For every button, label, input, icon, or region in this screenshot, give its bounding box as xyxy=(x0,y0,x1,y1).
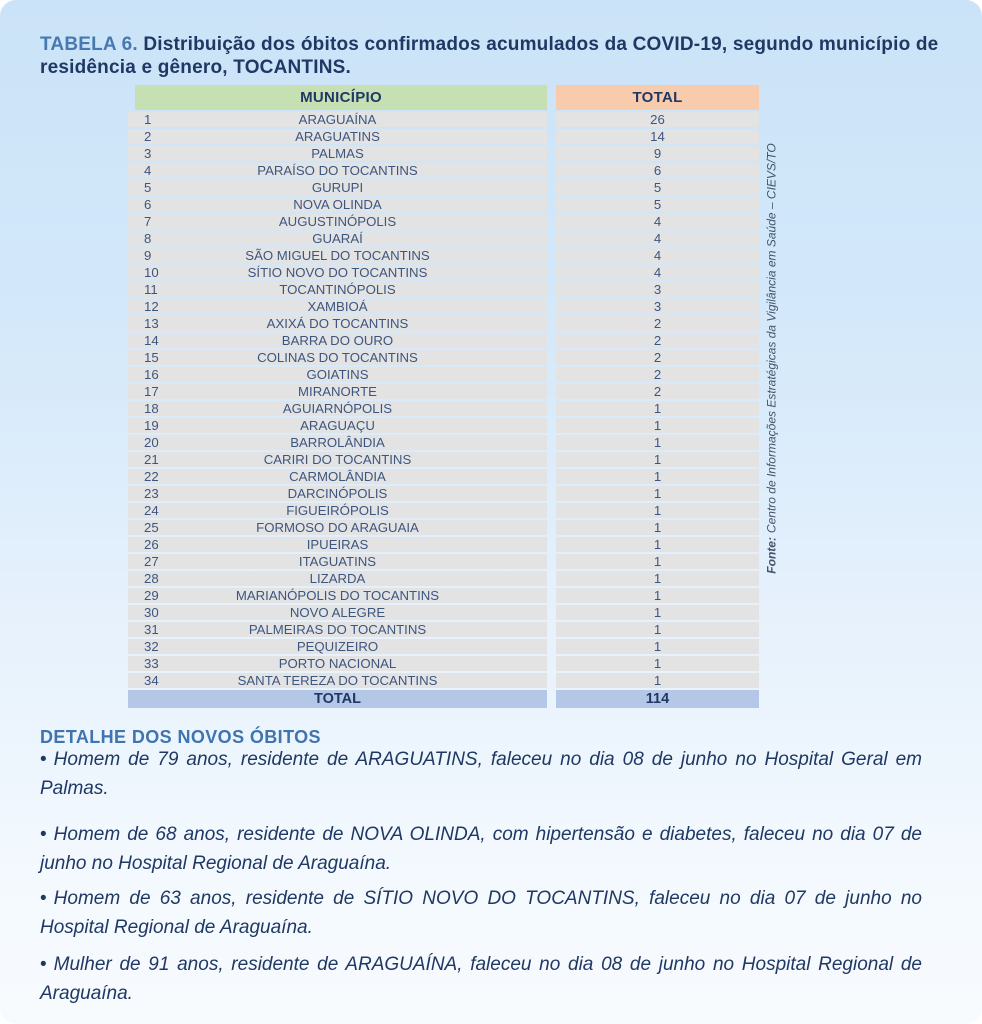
column-gap xyxy=(547,469,556,484)
column-gap xyxy=(547,486,556,501)
table-row xyxy=(128,350,759,365)
column-gap xyxy=(547,316,556,331)
row-rank: 27 xyxy=(144,554,159,569)
footer-total-value: 114 xyxy=(556,690,759,708)
table-row xyxy=(128,129,759,144)
column-gap xyxy=(547,571,556,586)
row-municipality: AGUIARNÓPOLIS xyxy=(282,401,393,416)
row-rank: 33 xyxy=(144,656,159,671)
column-gap xyxy=(547,282,556,297)
table-row xyxy=(128,418,759,433)
row-total: 2 xyxy=(556,316,759,331)
detail-text: Mulher de 91 anos, residente de ARAGUAÍNA, faleceu no dia 08 de junho no Hospital Regional de Araguaína. xyxy=(40,954,922,1004)
table-row xyxy=(128,571,759,586)
column-gap xyxy=(547,248,556,263)
row-municipality: XAMBIOÁ xyxy=(307,299,368,314)
column-gap xyxy=(547,180,556,195)
table-row xyxy=(128,248,759,263)
column-gap xyxy=(547,85,556,110)
detail-item xyxy=(40,884,922,942)
row-total: 1 xyxy=(556,571,759,586)
municipality-cell xyxy=(128,469,547,484)
column-gap xyxy=(547,673,556,688)
column-gap xyxy=(547,129,556,144)
municipality-cell xyxy=(128,452,547,467)
row-rank: 29 xyxy=(144,588,159,603)
row-municipality: LIZARDA xyxy=(309,571,366,586)
deaths-by-municipality-table xyxy=(128,85,759,708)
row-rank: 28 xyxy=(144,571,159,586)
municipality-cell xyxy=(128,418,547,433)
row-municipality: MIRANORTE xyxy=(298,384,377,399)
municipality-cell xyxy=(128,656,547,671)
row-municipality: GOIATINS xyxy=(306,367,369,382)
table-row xyxy=(128,656,759,671)
row-rank: 21 xyxy=(144,452,159,467)
row-total: 1 xyxy=(556,520,759,535)
row-municipality: ARAGUAÇU xyxy=(300,418,375,433)
detail-item xyxy=(40,820,922,878)
table-row xyxy=(128,197,759,212)
row-rank: 11 xyxy=(144,282,158,297)
row-total: 1 xyxy=(556,554,759,569)
column-header-municipality: MUNICÍPIO xyxy=(135,85,547,110)
municipality-cell xyxy=(128,197,547,212)
municipality-cell xyxy=(128,520,547,535)
row-total: 1 xyxy=(556,622,759,637)
table-number-label: TABELA 6. xyxy=(40,33,138,55)
row-rank: 25 xyxy=(144,520,159,535)
row-rank: 16 xyxy=(144,367,159,382)
column-gap xyxy=(547,163,556,178)
row-rank: 17 xyxy=(144,384,159,399)
column-gap xyxy=(547,588,556,603)
source-label: Fonte: xyxy=(764,537,779,574)
table-row xyxy=(128,639,759,654)
table-row xyxy=(128,503,759,518)
table-row xyxy=(128,452,759,467)
row-total: 6 xyxy=(556,163,759,178)
row-total: 1 xyxy=(556,639,759,654)
table-row xyxy=(128,384,759,399)
table-title-text: Distribuição dos óbitos confirmados acumulados da COVID-19, segundo município de residência e gênero, TOCANTINS. xyxy=(40,33,939,79)
row-municipality: CARMOLÂNDIA xyxy=(289,469,386,484)
row-municipality: GUARAÍ xyxy=(312,231,363,246)
row-total: 5 xyxy=(556,180,759,195)
municipality-cell xyxy=(128,384,547,399)
column-gap xyxy=(547,435,556,450)
table-row xyxy=(128,537,759,552)
bullet-icon: • xyxy=(40,888,47,909)
row-total: 1 xyxy=(556,656,759,671)
row-total: 2 xyxy=(556,367,759,382)
row-municipality: PEQUIZEIRO xyxy=(296,639,379,654)
municipality-cell xyxy=(128,435,547,450)
row-total: 1 xyxy=(556,435,759,450)
column-header-total: TOTAL xyxy=(556,85,759,110)
row-municipality: ARAGUATINS xyxy=(295,129,380,144)
row-total: 3 xyxy=(556,299,759,314)
table-row xyxy=(128,673,759,688)
row-rank: 2 xyxy=(144,129,152,144)
detail-item xyxy=(40,745,922,803)
row-rank: 5 xyxy=(144,180,152,195)
row-rank: 19 xyxy=(144,418,159,433)
municipality-cell xyxy=(128,571,547,586)
municipality-cell xyxy=(128,316,547,331)
row-municipality: AUGUSTINÓPOLIS xyxy=(278,214,397,229)
row-total: 1 xyxy=(556,503,759,518)
municipality-cell xyxy=(128,265,547,280)
row-rank: 7 xyxy=(144,214,152,229)
row-rank: 8 xyxy=(144,231,152,246)
table-row xyxy=(128,486,759,501)
row-municipality: ITAGUATINS xyxy=(298,554,377,569)
column-gap xyxy=(547,503,556,518)
row-total: 1 xyxy=(556,452,759,467)
table-row xyxy=(128,554,759,569)
table-row xyxy=(128,333,759,348)
table-row xyxy=(128,282,759,297)
municipality-cell xyxy=(128,299,547,314)
row-rank: 22 xyxy=(144,469,159,484)
row-municipality: SÃO MIGUEL DO TOCANTINS xyxy=(245,248,430,263)
column-gap xyxy=(547,112,556,127)
row-rank: 34 xyxy=(144,673,159,688)
table-row xyxy=(128,231,759,246)
municipality-cell xyxy=(128,129,547,144)
municipality-cell xyxy=(128,537,547,552)
column-gap xyxy=(547,146,556,161)
column-gap xyxy=(547,537,556,552)
column-gap xyxy=(547,639,556,654)
municipality-cell xyxy=(128,214,547,229)
table-row xyxy=(128,520,759,535)
municipality-cell xyxy=(128,333,547,348)
row-municipality: ARAGUAÍNA xyxy=(298,112,377,127)
row-total: 4 xyxy=(556,214,759,229)
row-rank: 23 xyxy=(144,486,159,501)
row-total: 1 xyxy=(556,486,759,501)
column-gap xyxy=(547,418,556,433)
column-gap xyxy=(547,299,556,314)
bullet-icon: • xyxy=(40,824,47,845)
column-gap xyxy=(547,214,556,229)
row-total: 5 xyxy=(556,197,759,212)
column-gap xyxy=(547,656,556,671)
table-row xyxy=(128,146,759,161)
row-total: 1 xyxy=(556,588,759,603)
row-municipality: PORTO NACIONAL xyxy=(278,656,397,671)
row-total: 4 xyxy=(556,231,759,246)
table-row xyxy=(128,163,759,178)
column-gap xyxy=(547,384,556,399)
row-rank: 6 xyxy=(144,197,152,212)
row-municipality: BARRA DO OURO xyxy=(281,333,394,348)
row-municipality: CARIRI DO TOCANTINS xyxy=(263,452,412,467)
row-municipality: AXIXÁ DO TOCANTINS xyxy=(266,316,409,331)
row-total: 1 xyxy=(556,673,759,688)
municipality-cell xyxy=(128,554,547,569)
row-total: 2 xyxy=(556,384,759,399)
table-footer-row xyxy=(128,690,759,708)
row-municipality: FIGUEIRÓPOLIS xyxy=(286,503,389,518)
municipality-cell xyxy=(128,639,547,654)
row-municipality: BARROLÂNDIA xyxy=(290,435,385,450)
table-header-row xyxy=(128,85,759,110)
row-total: 1 xyxy=(556,537,759,552)
row-total: 1 xyxy=(556,418,759,433)
column-gap xyxy=(547,622,556,637)
row-rank: 10 xyxy=(144,265,159,280)
table-row xyxy=(128,469,759,484)
bullet-icon: • xyxy=(40,954,47,975)
row-total: 4 xyxy=(556,248,759,263)
municipality-cell xyxy=(128,180,547,195)
row-municipality: SÍTIO NOVO DO TOCANTINS xyxy=(247,265,428,280)
row-rank: 1 xyxy=(144,112,152,127)
row-rank: 26 xyxy=(144,537,159,552)
column-gap xyxy=(547,197,556,212)
table-row xyxy=(128,588,759,603)
table-row xyxy=(128,401,759,416)
municipality-cell xyxy=(128,231,547,246)
detail-text: Homem de 68 anos, residente de NOVA OLINDA, com hipertensão e diabetes, faleceu no dia 07 de junho no Hospital Regional de Araguaína. xyxy=(40,824,922,874)
row-rank: 14 xyxy=(144,333,159,348)
municipality-cell xyxy=(128,350,547,365)
table-row xyxy=(128,214,759,229)
row-rank: 20 xyxy=(144,435,159,450)
row-total: 9 xyxy=(556,146,759,161)
row-municipality: PALMAS xyxy=(311,146,364,161)
municipality-cell xyxy=(128,605,547,620)
row-rank: 32 xyxy=(144,639,159,654)
municipality-cell xyxy=(128,503,547,518)
table-row xyxy=(128,367,759,382)
row-total: 1 xyxy=(556,401,759,416)
municipality-cell xyxy=(128,248,547,263)
row-total: 2 xyxy=(556,350,759,365)
footer-label: TOTAL xyxy=(128,690,547,708)
column-gap xyxy=(547,333,556,348)
table-row xyxy=(128,265,759,280)
municipality-cell xyxy=(128,367,547,382)
column-gap xyxy=(547,690,556,708)
column-gap xyxy=(547,520,556,535)
row-rank: 12 xyxy=(144,299,159,314)
row-municipality: COLINAS DO TOCANTINS xyxy=(257,350,418,365)
bullet-icon: • xyxy=(40,749,47,770)
municipality-cell xyxy=(128,622,547,637)
table-row xyxy=(128,605,759,620)
row-municipality: DARCINÓPOLIS xyxy=(287,486,388,501)
row-rank: 9 xyxy=(144,248,152,263)
row-municipality: PALMEIRAS DO TOCANTINS xyxy=(248,622,427,637)
column-gap xyxy=(547,605,556,620)
row-rank: 3 xyxy=(144,146,152,161)
row-total: 3 xyxy=(556,282,759,297)
row-total: 26 xyxy=(556,112,759,127)
page-title xyxy=(40,33,948,80)
municipality-cell xyxy=(128,112,547,127)
table-row xyxy=(128,112,759,127)
row-rank: 4 xyxy=(144,163,152,178)
row-total: 4 xyxy=(556,265,759,280)
row-total: 1 xyxy=(556,605,759,620)
row-rank: 13 xyxy=(144,316,159,331)
row-municipality: NOVO ALEGRE xyxy=(289,605,386,620)
column-gap xyxy=(547,367,556,382)
municipality-cell xyxy=(128,163,547,178)
column-gap xyxy=(547,401,556,416)
column-gap xyxy=(547,554,556,569)
row-total: 2 xyxy=(556,333,759,348)
detail-item xyxy=(40,950,922,1008)
source-text: Centro de Informações Estratégicas da Vigilância em Saúde – CIEVS/TO xyxy=(764,143,779,534)
column-gap xyxy=(547,452,556,467)
table-row xyxy=(128,435,759,450)
row-municipality: SANTA TEREZA DO TOCANTINS xyxy=(237,673,438,688)
municipality-cell xyxy=(128,401,547,416)
row-total: 1 xyxy=(556,469,759,484)
municipality-cell xyxy=(128,282,547,297)
detail-text: Homem de 63 anos, residente de SÍTIO NOVO DO TOCANTINS, faleceu no dia 07 de junho no Hospital Regional de Araguaína. xyxy=(40,888,922,938)
source-note xyxy=(765,129,782,589)
row-municipality: MARIANÓPOLIS DO TOCANTINS xyxy=(235,588,440,603)
row-rank: 30 xyxy=(144,605,159,620)
row-rank: 31 xyxy=(144,622,159,637)
column-gap xyxy=(547,231,556,246)
row-rank: 24 xyxy=(144,503,159,518)
table-row xyxy=(128,316,759,331)
details-heading: DETALHE DOS NOVOS ÓBITOS xyxy=(40,726,321,747)
municipality-cell xyxy=(128,486,547,501)
municipality-cell xyxy=(128,588,547,603)
column-gap xyxy=(547,350,556,365)
column-gap xyxy=(547,265,556,280)
municipality-cell xyxy=(128,673,547,688)
row-municipality: PARAÍSO DO TOCANTINS xyxy=(257,163,418,178)
row-total: 14 xyxy=(556,129,759,144)
municipality-cell xyxy=(128,146,547,161)
table-row xyxy=(128,622,759,637)
row-municipality: TOCANTINÓPOLIS xyxy=(279,282,396,297)
table-row xyxy=(128,299,759,314)
table-body xyxy=(128,112,759,688)
row-rank: 15 xyxy=(144,350,159,365)
detail-text: Homem de 79 anos, residente de ARAGUATINS, faleceu no dia 08 de junho no Hospital Geral em Palmas. xyxy=(40,749,922,799)
row-municipality: NOVA OLINDA xyxy=(293,197,382,212)
table-row xyxy=(128,180,759,195)
row-municipality: FORMOSO DO ARAGUAIA xyxy=(256,520,419,535)
row-municipality: GURUPI xyxy=(311,180,364,195)
row-municipality: IPUEIRAS xyxy=(306,537,369,552)
row-rank: 18 xyxy=(144,401,159,416)
